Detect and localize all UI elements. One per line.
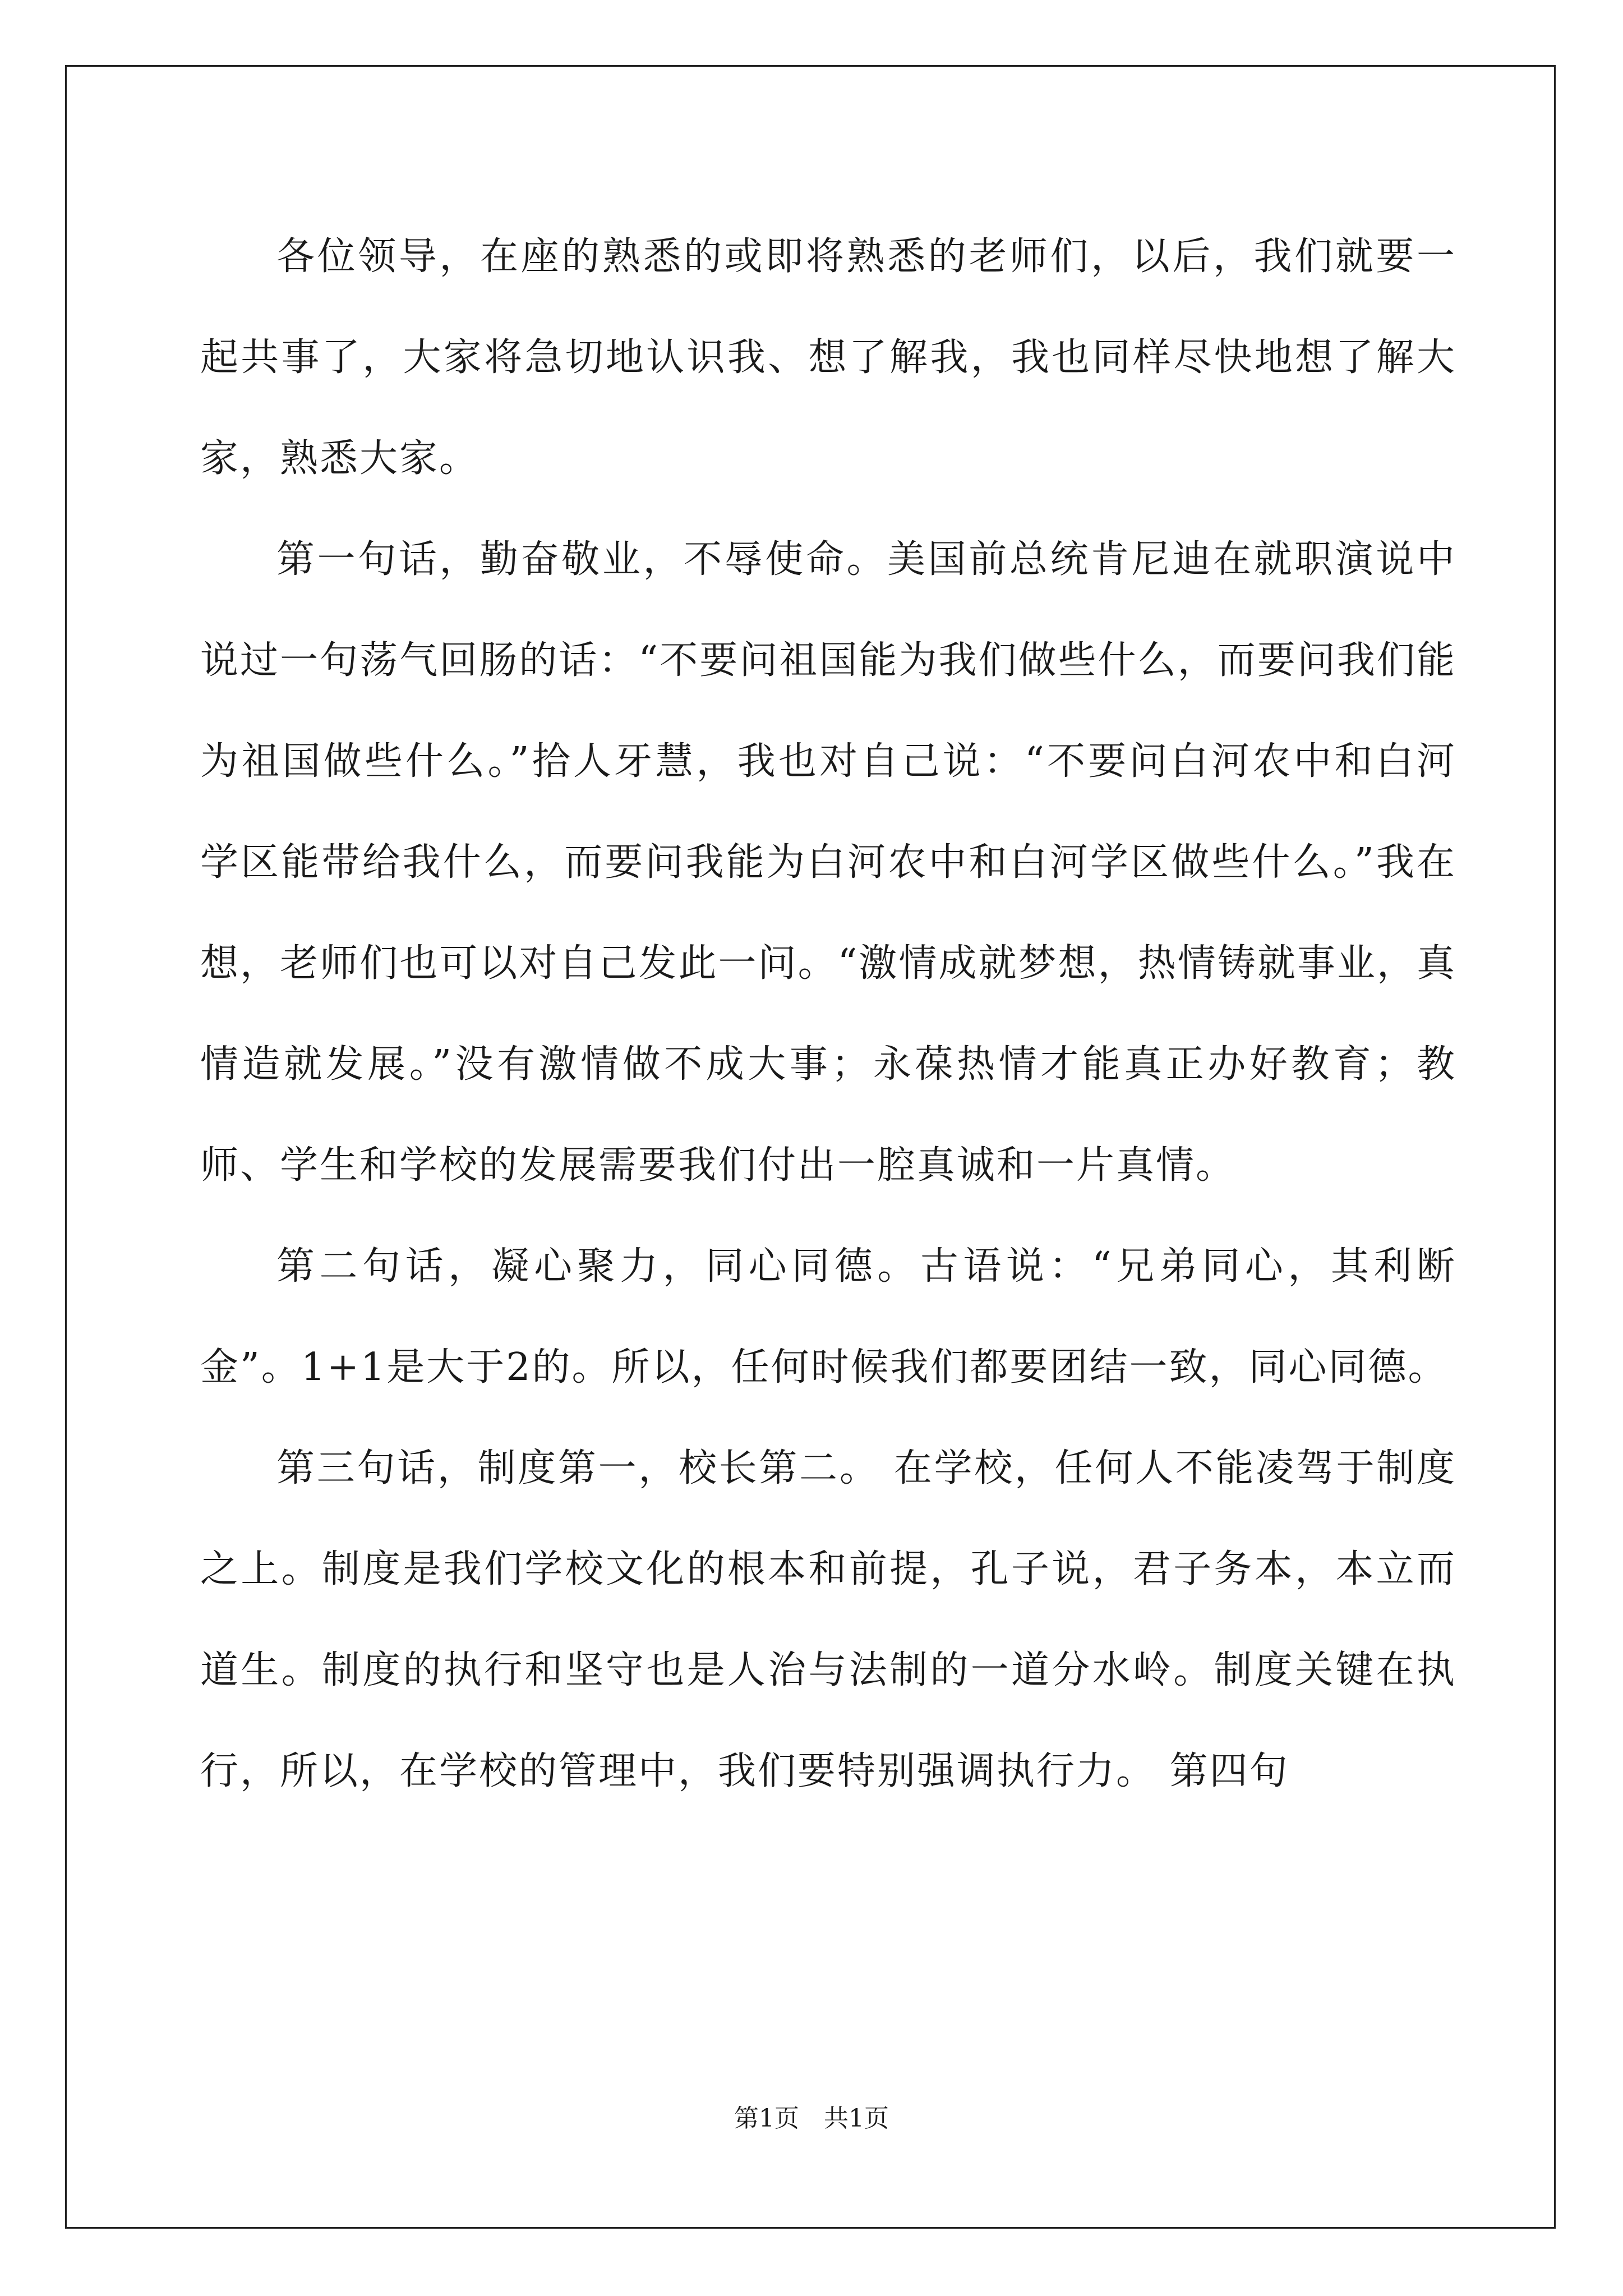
paragraph-intro: 各位领导，在座的熟悉的或即将熟悉的老师们，以后，我们就要一起共事了，大家将急切地认识我、想了解我，我也同样尽快地想了解大家，熟悉大家。 [200, 234, 1456, 481]
paragraph-second-point: 第二句话，凝心聚力，同心同德。古语说：“兄弟同心，其利断金”。1+1是大于2的。所以，任何时候我们都要团结一致，同心同德。 [200, 1244, 1456, 1389]
document-body [200, 206, 1456, 1822]
paragraph-third-point: 第三句话，制度第一，校长第二。 在学校，任何人不能凌驾于制度之上。制度是我们学校文化的根本和前提，孔子说，君子务本，本立而道生。制度的执行和坚守也是人治与法制的一道分水岭。制度关键在执行，所以，在学校的管理中，我们要特别强调执行力。 第四句 [200, 1446, 1456, 1793]
page-footer: 第1页 共1页 [734, 2104, 889, 2133]
paragraph-first-point: 第一句话，勤奋敬业，不辱使命。美国前总统肯尼迪在就职演说中说过一句荡气回肠的话：“不要问祖国能为我们做些什么，而要问我们能为祖国做些什么。”拾人牙慧，我也对自己说：“不要问白河农中和白河学区能带给我什么，而要问我能为白河农中和白河学区做些什么。”我在想，老师们也可以对自己发此一问。“激情成就梦想，热情铸就事业，真情造就发展。”没有激情做不成大事；永葆热情才能真正办好教育；教师、学生和学校的发展需要我们付出一腔真诚和一片真情。 [200, 537, 1456, 1188]
